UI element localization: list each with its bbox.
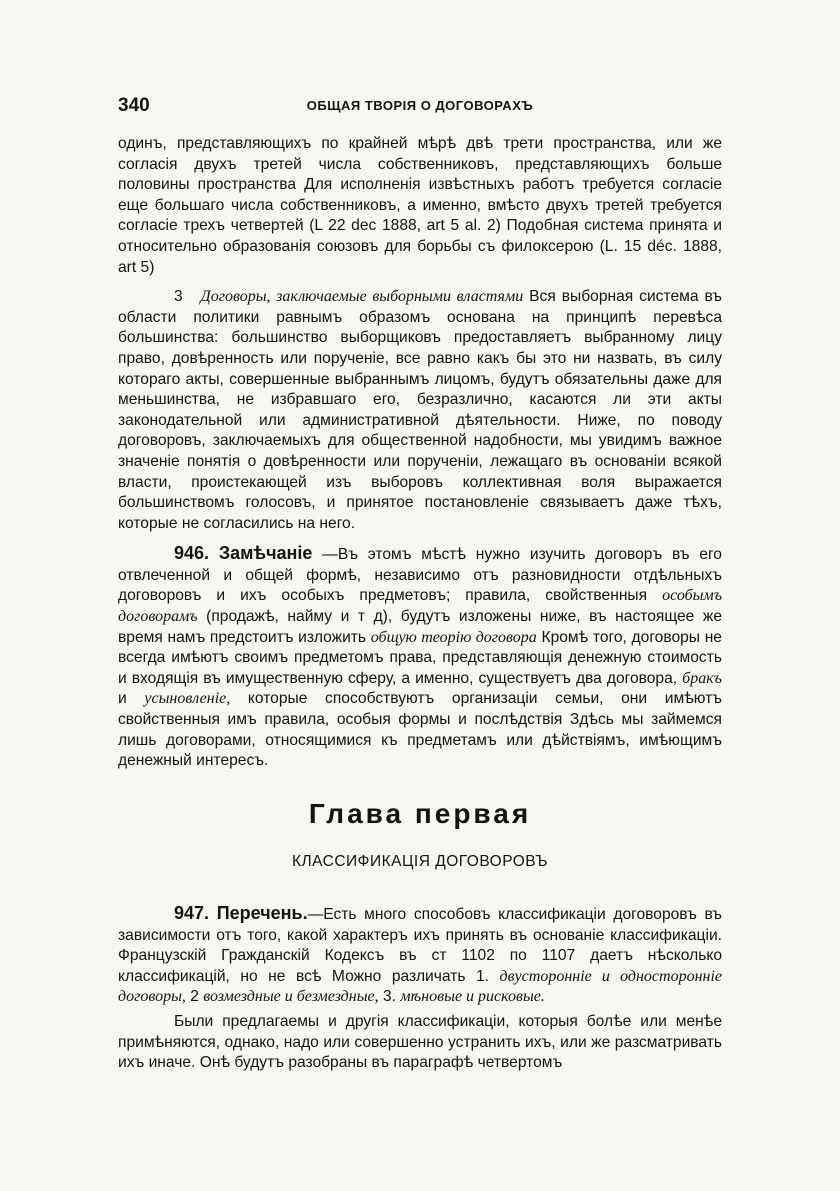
- page-header: [118, 95, 722, 121]
- running-head: ОБЩАЯ ТВОРІЯ О ДОГОВОРАХЪ: [306, 98, 534, 113]
- section-number: 946.: [174, 543, 210, 564]
- paragraph-947: 947. Перечень.—Есть много способовъ классификаціи договоровъ въ зависимости отъ того, какой характеръ ихъ принять въ основаніе классификаціи. Французскій Гражданскій Кодексъ въ ст 1102 по 1107 даетъ нѣсколько классификацій, но не всѣ Можно различать 1. двусторонніе и односторонніе договоры, 2 возмездные и безмездные, 3. мѣновые и рисковые.: [118, 903, 722, 1006]
- paragraph-continued: одинъ, представляющихъ по крайней мѣрѣ двѣ трети пространства, или же согласія двухъ третей числа собственниковъ, представляющихъ больше половины пространства Для исполненія извѣстныхъ работъ требуется согласіе еще большаго числа собственниковъ, а именно, вмѣсто двухъ третей требуется согласіе трехъ четвертей (L 22 dec 1888, art 5 al. 2) Подобная система принята и относительно образованія союзовъ для борьбы съ филоксерою (L. 15 déc. 1888, art 5): [118, 135, 722, 276]
- paragraph-elected-authorities: 3 Договоры, заключаемые выборными властями Вся выборная система въ области политики равнымъ образомъ основана на принципѣ перевѣса большинства: большинство выборщиковъ предоставляетъ выбранному лицу право, довѣренность или порученіе, все равно какъ бы это ни назвать, въ силу котораго акты, совершенные выбраннымъ лицомъ, будутъ обязательны даже для меньшинства, не избравшаго его, безразлично, касаются ли эти акты законодательной или административной дѣятельности. Ниже, по поводу договоровъ, заключаемыхъ для общественной надобности, мы увидимъ важное значеніе понятія о довѣренности или порученіи, лежащаго въ основаніи всякой власти, проистекающей изъ выборовъ коллективная воля выражается большинствомъ голосовъ, и принятое постановленіе связываетъ даже тѣхъ, которые не согласились на него.: [118, 288, 722, 532]
- italic-heading: Договоры, заключаемые выборными властями: [200, 288, 524, 306]
- main-text: [118, 134, 722, 772]
- chapter-title: Глава первая: [308, 798, 532, 829]
- paragraph-946: 946. Замѣчаніе —Въ этомъ мѣстѣ нужно изучить договоръ въ его отвлеченной и общей формѣ, независимо отъ разновидности отдѣльныхъ договоровъ и ихъ особыхъ предметовъ; правила, свойственныя особымъ договорамъ (продажѣ, найму и т д), будутъ изложены ниже, въ настоящее же время намъ предстоитъ изложить общую теорію договора Кромѣ того, договоры не всегда имѣютъ своимъ предметомъ права, представляющія денежную стоимость и входящія въ имущественную сферу, а именно, существуетъ два договора, бракъ и усыновленіе, которые способствуютъ организаціи семьи, они имѣютъ свойственныя имъ правила, особыя формы и послѣдствія Здѣсь мы займемся лишь договорами, относящимися къ предметамъ или дѣйствіямъ, имѣющимъ денежный интересъ.: [118, 543, 722, 770]
- section-title: Замѣчаніе: [218, 543, 313, 564]
- section-number-947: 947.: [174, 903, 210, 923]
- chapter-subheading: КЛАССИФИКАЦІЯ ДОГОВОРОВЪ: [291, 853, 549, 870]
- section-title-947: Перечень.: [216, 903, 308, 923]
- paragraph-other-classifications: Были предлагаемы и другія классификаціи, которыя болѣе или менѣе примѣняются, однако, надо или совершенно устранить ихъ, или же разсматривать ихъ иначе. Онѣ будутъ разобраны въ параграфѣ четвертомъ: [118, 1012, 722, 1072]
- main-text-2: [118, 903, 722, 1074]
- page-number: 340: [118, 95, 150, 116]
